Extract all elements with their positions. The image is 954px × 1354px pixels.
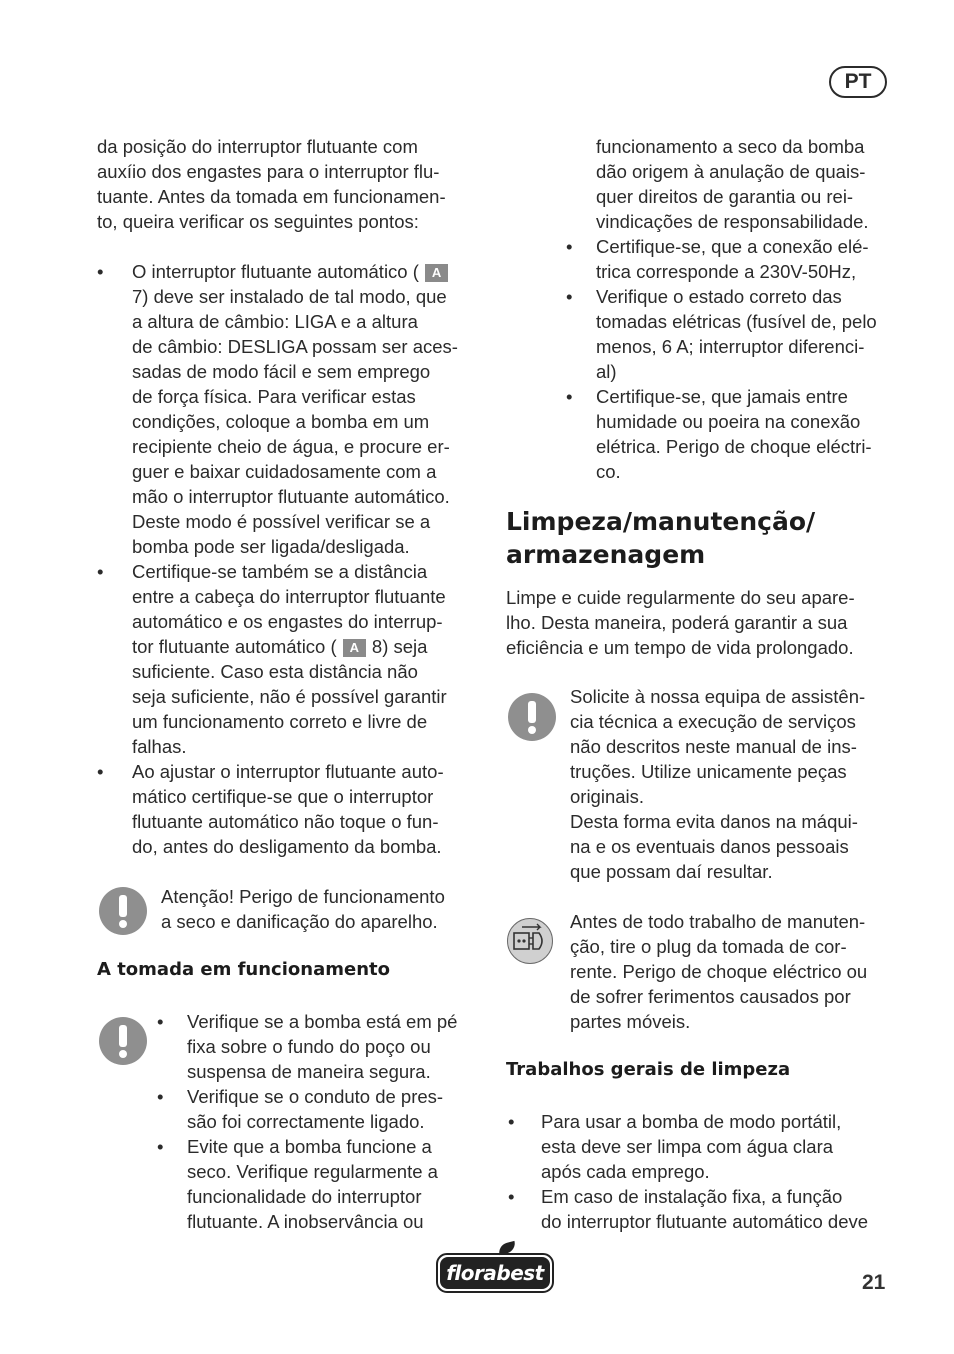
cleaning-intro xyxy=(506,585,906,660)
intro-line: tuante. Antes da tomada em funcionamen- xyxy=(97,186,446,207)
list-line: fixa sobre o fundo do poço ou xyxy=(187,1036,431,1057)
list-line: Deste modo é possível verificar se a xyxy=(132,511,431,532)
list-line: seco. Verifique regularmente a xyxy=(187,1161,438,1182)
list-line: al) xyxy=(596,361,617,382)
intro-line: to, queira verificar os seguintes pontos: xyxy=(97,211,419,232)
list-line: do, antes do desligamento da bomba. xyxy=(132,836,442,857)
warning-service xyxy=(570,684,910,884)
list-line: de força física. Para verificar estas xyxy=(132,386,416,407)
note-line: rente. Perigo de choque eléctrico ou xyxy=(570,961,868,982)
list-line: seja suficiente, não é possível garantir xyxy=(132,686,447,707)
right-continuation xyxy=(596,134,906,234)
list-line: suficiente. Caso esta distância não xyxy=(132,661,418,682)
list-line: mático certifique-se que o interruptor xyxy=(132,786,434,807)
list-line: funcionamento a seco da bomba xyxy=(596,136,865,157)
list-item-dry-run xyxy=(157,1134,487,1234)
list-line: funcionalidade do interruptor xyxy=(187,1186,422,1207)
paragraph-line: lho. Desta maneira, poderá garantir a sua xyxy=(506,612,848,633)
list-line: condições, coloque a bomba em um xyxy=(132,411,430,432)
list-line: um funcionamento correto e livre de xyxy=(132,711,428,732)
bullet-dot: • xyxy=(97,561,104,582)
unplug-icon xyxy=(507,918,553,964)
warning-dry-run xyxy=(161,884,491,934)
warning-line: originais. xyxy=(570,786,645,807)
paragraph-line: eficiência e um tempo de vida prolongado. xyxy=(506,637,854,658)
general-cleaning-list xyxy=(508,1109,908,1234)
list-line: sadas de modo fácil e sem emprego xyxy=(132,361,431,382)
list-line: co. xyxy=(596,461,621,482)
list-item-pump-stand xyxy=(157,1009,487,1084)
list-item-adjust-switch xyxy=(97,759,487,859)
list-line: dão origem à anulação de quais- xyxy=(596,161,866,182)
right-bullet-list xyxy=(566,234,906,484)
list-item-float-distance xyxy=(97,559,487,759)
bullet-dot: • xyxy=(97,261,104,282)
left-column xyxy=(97,134,487,234)
warning-line: que possam daí resultar. xyxy=(570,861,773,882)
bullet-dot: • xyxy=(566,286,573,307)
list-item-fixed-install xyxy=(508,1184,908,1234)
list-line: Certifique-se, que jamais entre xyxy=(596,386,848,407)
list-line: humidade ou poeira na conexão xyxy=(596,411,861,432)
list-line: esta deve ser limpa com água clara xyxy=(541,1136,834,1157)
heading-cleaning xyxy=(506,505,815,571)
warning-exclamation-icon xyxy=(99,1017,147,1065)
list-line: O interruptor flutuante automático ( A xyxy=(132,259,487,284)
figure-a-icon: A xyxy=(425,264,448,282)
list-line: Certifique-se também se a distância xyxy=(132,561,428,582)
list-line: Verifique se o conduto de pres- xyxy=(187,1086,444,1107)
warning-line: a seco e danificação do aparelho. xyxy=(161,911,438,932)
list-line: trica corresponde a 230V-50Hz, xyxy=(596,261,857,282)
list-line: Em caso de instalação fixa, a função xyxy=(541,1186,843,1207)
figure-a-icon: A xyxy=(343,639,366,657)
language-badge: PT xyxy=(829,66,887,98)
note-line: Antes de todo trabalho de manuten- xyxy=(570,911,866,932)
list-line: flutuante. A inobservância ou xyxy=(187,1211,424,1232)
warning-exclamation-icon xyxy=(99,887,147,935)
warning-line: Desta forma evita danos na máqui- xyxy=(570,811,858,832)
list-line: quer direitos de garantia ou rei- xyxy=(596,186,854,207)
list-line: Para usar a bomba de modo portátil, xyxy=(541,1111,842,1132)
list-item-portable xyxy=(508,1109,908,1184)
list-item-pressure-pipe xyxy=(157,1084,487,1134)
list-line: tor flutuante automático ( A 8) seja xyxy=(132,636,428,657)
list-line: Verifique o estado correto das xyxy=(596,286,842,307)
heading-startup: A tomada em funcionamento xyxy=(97,959,390,980)
warning-line: cia técnica a execução de serviços xyxy=(570,711,856,732)
unplug-note xyxy=(570,909,910,1034)
list-line: Certifique-se, que a conexão elé- xyxy=(596,236,869,257)
warning-line: não descritos neste manual de ins- xyxy=(570,736,857,757)
list-line: do interruptor flutuante automático deve xyxy=(541,1211,869,1232)
page-number: 21 xyxy=(862,1271,886,1294)
warning-line: truções. Utilize unicamente peças xyxy=(570,761,847,782)
left-bullet-list xyxy=(97,259,487,859)
unplug-glyph-icon xyxy=(508,919,551,962)
note-line: ção, tire o plug da tomada de cor- xyxy=(570,936,847,957)
bullet-dot: • xyxy=(566,386,573,407)
list-item-float-switch-install xyxy=(97,259,487,559)
list-line: flutuante automático não toque o fun- xyxy=(132,811,439,832)
warning-line: na e os eventuais danos pessoais xyxy=(570,836,849,857)
warning-line: Atenção! Perigo de funcionamento xyxy=(161,886,445,907)
intro-line: auxíio dos engastes para o interruptor flu- xyxy=(97,161,440,182)
bullet-dot: • xyxy=(97,761,104,782)
list-line: Ao ajustar o interruptor flutuante auto- xyxy=(132,761,444,782)
bullet-dot: • xyxy=(157,1011,164,1032)
intro-paragraph xyxy=(97,134,487,234)
list-line: 7) deve ser instalado de tal modo, que xyxy=(132,286,447,307)
bullet-dot: • xyxy=(508,1111,515,1132)
bullet-dot: • xyxy=(566,236,573,257)
startup-bullet-list xyxy=(157,1009,487,1234)
paragraph-line: Limpe e cuide regularmente do seu apare- xyxy=(506,587,855,608)
list-line: vindicações de responsabilidade. xyxy=(596,211,869,232)
list-line: automático e os engastes do interrup- xyxy=(132,611,443,632)
list-item-voltage xyxy=(566,234,906,284)
list-line: falhas. xyxy=(132,736,187,757)
warning-line: Solicite à nossa equipa de assistên- xyxy=(570,686,866,707)
warning-exclamation-icon xyxy=(508,693,556,741)
heading-line: Limpeza/manutenção/ xyxy=(506,507,816,536)
list-line: guer e baixar cuidadosamente com a xyxy=(132,461,437,482)
list-line: de câmbio: DESLIGA possam ser aces- xyxy=(132,336,458,357)
list-line: a altura de câmbio: LIGA e a altura xyxy=(132,311,418,332)
intro-line: da posição do interruptor flutuante com xyxy=(97,136,418,157)
list-line: elétrica. Perigo de choque eléctri- xyxy=(596,436,872,457)
list-line: são foi correctamente ligado. xyxy=(187,1111,425,1132)
bullet-dot: • xyxy=(157,1136,164,1157)
list-line: bomba pode ser ligada/desligada. xyxy=(132,536,410,557)
list-line: menos, 6 A; interruptor diferenci- xyxy=(596,336,865,357)
list-line: tomadas elétricas (fusível de, pelo xyxy=(596,311,877,332)
bullet-dot: • xyxy=(157,1086,164,1107)
list-line: após cada emprego. xyxy=(541,1161,710,1182)
note-line: partes móveis. xyxy=(570,1011,691,1032)
list-item-sockets xyxy=(566,284,906,384)
list-line: Evite que a bomba funcione a xyxy=(187,1136,432,1157)
list-line: mão o interruptor flutuante automático. xyxy=(132,486,450,507)
bullet-dot: • xyxy=(508,1186,515,1207)
list-item-moisture xyxy=(566,384,906,484)
brand-logo: florabest xyxy=(440,1257,550,1289)
heading-general-cleaning: Trabalhos gerais de limpeza xyxy=(506,1059,791,1080)
heading-line: armazenagem xyxy=(506,540,706,569)
note-line: de sofrer ferimentos causados por xyxy=(570,986,851,1007)
list-line: entre a cabeça do interruptor flutuante xyxy=(132,586,446,607)
list-line: recipiente cheio de água, e procure er- xyxy=(132,436,450,457)
list-line: suspensa de maneira segura. xyxy=(187,1061,431,1082)
list-line: Verifique se a bomba está em pé xyxy=(187,1011,458,1032)
